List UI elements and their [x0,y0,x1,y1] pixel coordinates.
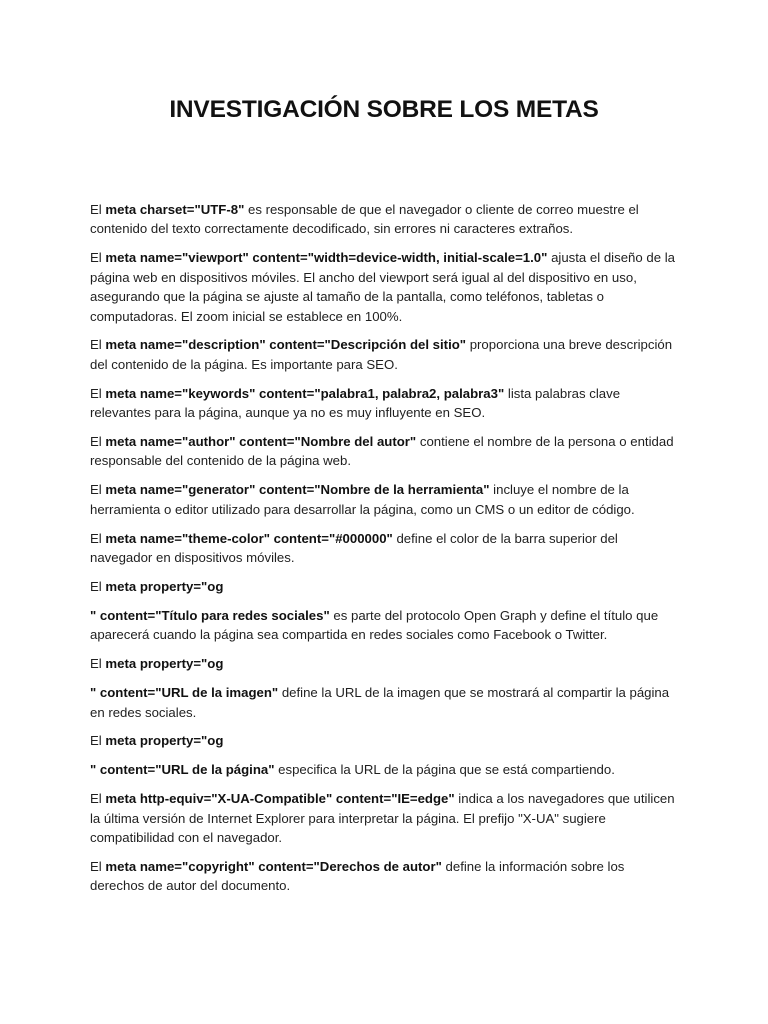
paragraph: El meta property="og [90,579,224,594]
paragraph: El meta property="og [90,656,224,672]
document-body [90,200,678,896]
paragraph: El meta name="generator" content="Nombre de la herramienta" incluye el nombre de la herramienta o editor utilizado para desarrollar la página, como un CMS o un editor de código. [90,482,635,517]
paragraph: " content="URL de la imagen" define la URL de la imagen que se mostrará al compartir la página en redes sociales. [90,685,670,720]
paragraph: El meta name="description" content="Descripción del sitio" proporciona una breve descripción del contenido de la página. Es importante para SEO. [90,337,673,372]
paragraph: El meta charset="UTF-8" es responsable de que el navegador o cliente de correo muestre el contenido del texto correctamente decodificado, sin errores ni caracteres extraños. [90,202,639,237]
paragraph: El meta name="keywords" content="palabra1, palabra2, palabra3" lista palabras clave relevantes para la página, aunque ya no es muy influyente en SEO. [90,385,621,421]
paragraph: El meta name="viewport" content="width=device-width, initial-scale=1.0" ajusta el diseño de la página web en dispositivos móviles. El ancho del viewport será igual al del dispositivo en uso, asegurando que la página se ajuste al tamaño de la pantalla, como teléfonos, tabletas o computadoras. El zoom inicial se establece en 100%. [90,250,675,324]
paragraph: El meta name="author" content="Nombre del autor" contiene el nombre de la persona o entidad responsable del contenido de la página web. [90,434,674,469]
paragraph: El meta property="og [90,733,224,749]
paragraph: El meta name="copyright" content="Derechos de autor" define la información sobre los derechos de autor del documento. [90,858,625,894]
paragraph: " content="Título para redes sociales" es parte del protocolo Open Graph y define el título que aparecerá cuando la página sea compartida en redes sociales como Facebook o Twitter. [90,607,659,643]
paragraph: " content="URL de la página" especifica la URL de la página que se está compartiendo. [90,762,615,778]
document-title: INVESTIGACIÓN SOBRE LOS METAS [169,96,599,123]
paragraph: El meta name="theme-color" content="#000000" define el color de la barra superior del navegador en dispositivos móviles. [90,530,618,566]
paragraph: El meta http-equiv="X-UA-Compatible" content="IE=edge" indica a los navegadores que utilicen la última versión de Internet Explorer para interpretar la página. El prefijo "X-UA" sugiere compatibilidad con el navegador. [90,791,675,846]
